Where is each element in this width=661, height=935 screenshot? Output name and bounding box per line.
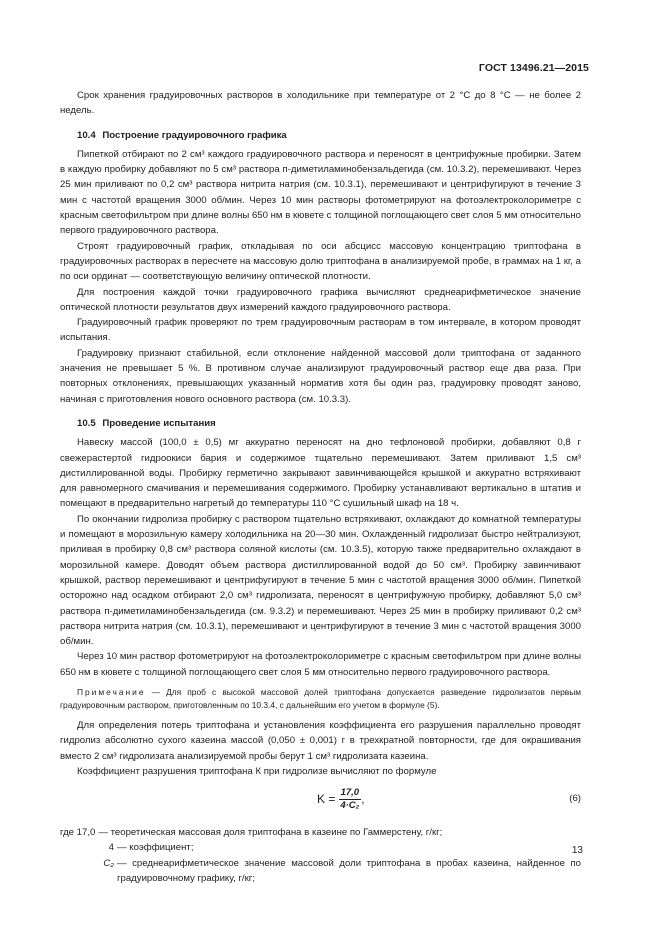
paragraph: Через 10 мин раствор фотометрируют на фотоэлектроколориметре с красным светофильтром при длине волны 650 нм в кювете с толщиной поглощающего свет слоя 5 мм относительно первого градуировочного раствора.: [60, 651, 581, 678]
intro-paragraph: Срок хранения градуировочных растворов в холодильнике при температуре от 2 °С до 8 °С — не более 2 недель.: [60, 90, 581, 117]
definition-row: [60, 825, 581, 840]
formula-comma: ,: [361, 792, 365, 807]
definition-row: [60, 856, 581, 887]
formula-number: (6): [569, 793, 581, 805]
definition-text: — коэффициент;: [117, 842, 194, 854]
formula-6: [60, 781, 581, 823]
formula-denominator: 4·C₂: [340, 800, 360, 812]
paragraph: Навеску массой (100,0 ± 0,5) мг аккуратно переносят на дно тефлоновой пробирки, добавляют 0,8 г свежерастертой гидроокиси бария и содержимое тщательно перемешивают. Затем приливают 1,5 см³ дистиллированной воды. Пробирку герметично закрывают завинчивающейся крышкой и аккуратно встряхивают для равномерного смачивания и перемешивания содержимого. Пробирку устанавливают вертикально в штатив и помещают в предварительно нагретый до температуры 110 °С сушильный шкаф на 18 ч.: [60, 437, 581, 510]
paragraph: Градуировочный график проверяют по трем градуировочным растворам в том интервале, в котором проводят испытания.: [60, 317, 581, 344]
note-text: — Для проб с высокой массовой долей триптофана допускается разведение гидролизатов первым градуировочным раствором, приготовленным по 10.3.4, с дальнейшим его учетом в формуле (5).: [60, 686, 581, 710]
section-title: Построение градуировочного графика: [102, 129, 287, 141]
formula-lhs: K =: [317, 792, 336, 807]
definition-text: — теоретическая массовая доля триптофана в казеине по Гаммерстену, г/кг;: [98, 827, 443, 839]
note-label: Примечание: [77, 686, 146, 697]
page-content: [60, 88, 581, 886]
paragraph: Для определения потерь триптофана и установления коэффициента его разрушения параллельно проводят гидролиз абсолютно сухого казеина массой (0,050 ± 0,001) г в трехкратной повторности, где для окрашивания вместо 2 см³ гидролизата анализируемой пробы берут 1 см³ гидролизата казеина.: [60, 719, 581, 762]
paragraph: Коэффициент разрушения триптофана К при гидролизе вычисляют по формуле: [77, 765, 437, 777]
definition-row: [60, 840, 581, 855]
section-number: 10.4: [77, 129, 96, 141]
definition-symbol: 4: [108, 842, 114, 854]
definition-prefix: где: [60, 827, 77, 839]
paragraph: Для построения каждой точки градуировочного графика вычисляют среднеарифметическое значение оптической плотности результатов двух измерений каждого градуировочного раствора.: [60, 286, 581, 313]
definition-symbol-text: 17,0: [76, 827, 96, 839]
definition-symbol: C₂: [103, 857, 114, 869]
definition-symbol: [60, 825, 98, 840]
formula-expression: [317, 787, 365, 812]
section-number: 10.5: [77, 417, 96, 429]
section-heading-10-4: [60, 128, 581, 143]
section-title: Проведение испытания: [102, 417, 216, 429]
page-number: 13: [571, 845, 583, 856]
definitions-list: [60, 825, 581, 886]
note: [60, 686, 581, 712]
standard-header: ГОСТ 13496.21—2015: [478, 62, 589, 74]
paragraph: По окончании гидролиза пробирку с раствором тщательно встряхивают, охлаждают до комнатной температуры и помещают в морозильную камеру холодильника на 20—30 мин. Охлажденный гидролизат быстро нейтрализуют, приливая в пробирку 0,8 см³ раствора соляной кислоты (см. 10.3.5), которую также предварительно охлаждают в морозильной камере. Доводят объем раствора дистиллированной водой до 50 см³. Пробирку завинчивают крышкой, раствор перемешивают и центрифугируют в течение 5 мин с частотой вращения 3000 об/мин. Пипеткой осторожно над осадком отбирают 2,0 см³ гидролизата, переносят в центрифужную пробирку, добавляют 5,0 см³ раствора п-диметиламинобензальдегида (см. 9.3.2) и перемешивают. Через 25 мин в пробирку приливают 0,2 см³ раствора нитрита натрия (см. 10.3.1), перемешивают и центрифугируют в течение 3 мин с частотой вращения 3000 об/мин.: [60, 513, 581, 648]
paragraph: Градуировку признают стабильной, если отклонение найденной массовой доли триптофана от заданного значения не превышает 5 %. В противном случае анализируют градуировочный раствор еще два раза. При повторных отклонениях, превышающих указанный норматив хотя бы один раз, градуировку проводят заново, начиная с приготовления нового основного раствора (см. 10.3.3).: [60, 347, 581, 405]
paragraph: Пипеткой отбирают по 2 см³ каждого градуировочного раствора и переносят в центрифужные пробирки. Затем в каждую пробирку добавляют по 5 см³ раствора п-диметиламинобензальдегида (см. 10.3.2), перемешивают. Через 25 мин приливают по 0,2 см³ раствора нитрита натрия (см. 10.3.1), перемешивают и центрифугируют в течение 3 мин с частотой вращения 3000 об/мин. Через 10 мин растворы фотометрируют на фотоэлектроколориметре с красным светофильтром при длине волны 650 нм в кювете с толщиной поглощающего свет слоя 5 мм относительно первого градуировочного раствора.: [60, 148, 581, 237]
formula-fraction: [338, 787, 361, 812]
section-heading-10-5: [60, 416, 581, 431]
formula-numerator: 17,0: [340, 787, 360, 799]
definition-text: — среднеарифметическое значение массовой доли триптофана в пробах казеина, найденное по градуировочному графику, г/кг;: [117, 857, 581, 885]
paragraph: Строят градуировочный график, откладывая по оси абсцисс массовую концентрацию триптофана в градуировочных растворах в пересчете на массовую долю триптофана в анализируемой пробе, в граммах на 1 кг, а по оси ординат — соответствующую величину оптической плотности.: [60, 240, 581, 283]
